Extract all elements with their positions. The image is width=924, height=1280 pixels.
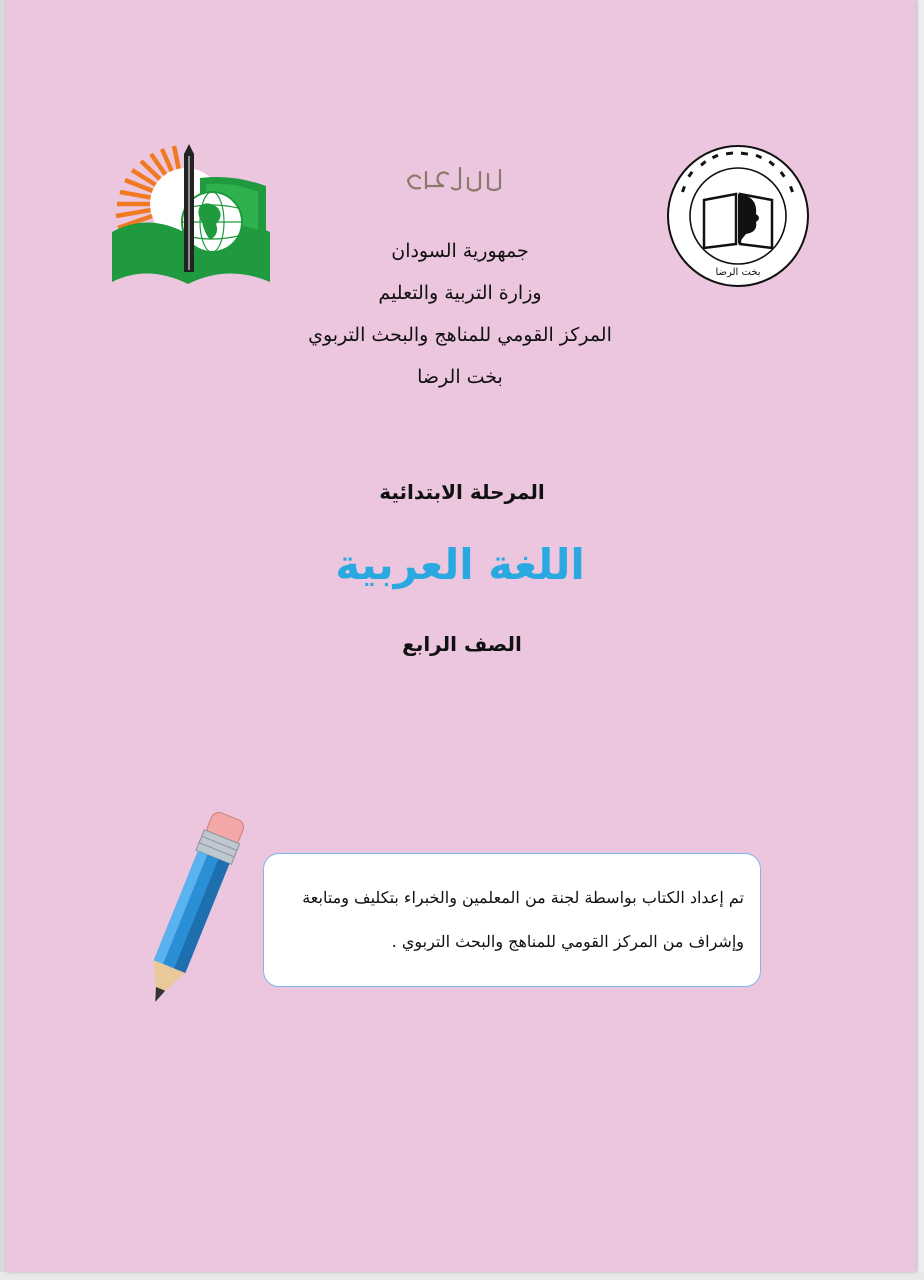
preparation-note-box (263, 853, 761, 987)
seal-bottom-text: بخت الرضا (715, 267, 761, 278)
page-edge-right (916, 0, 924, 1280)
center-name: المركز القومي للمناهج والبحث التربوي (308, 324, 612, 346)
education-stage: المرحلة الابتدائية (379, 480, 545, 504)
note-line-2: وإشراف من المركز القومي للمناهج والبحث التربوي . (391, 932, 744, 951)
note-line-1: تم إعداد الكتاب بواسطة لجنة من المعلمين والخبراء بتكليف ومتابعة (302, 888, 744, 907)
pencil-illustration (135, 805, 250, 1017)
ministry-name: وزارة التربية والتعليم (378, 282, 542, 304)
grade-level: الصف الرابع (402, 632, 522, 656)
subject-title: اللغة العربية (335, 540, 585, 589)
curriculum-center-seal-logo (666, 144, 810, 288)
location-name: بخت الرضا (417, 366, 503, 388)
page-edge-bottom (0, 1272, 924, 1280)
issuer-header (270, 230, 650, 398)
country-name: جمهورية السودان (391, 240, 529, 262)
ministry-emblem-logo (108, 142, 274, 288)
basmala-calligraphy (396, 160, 516, 200)
